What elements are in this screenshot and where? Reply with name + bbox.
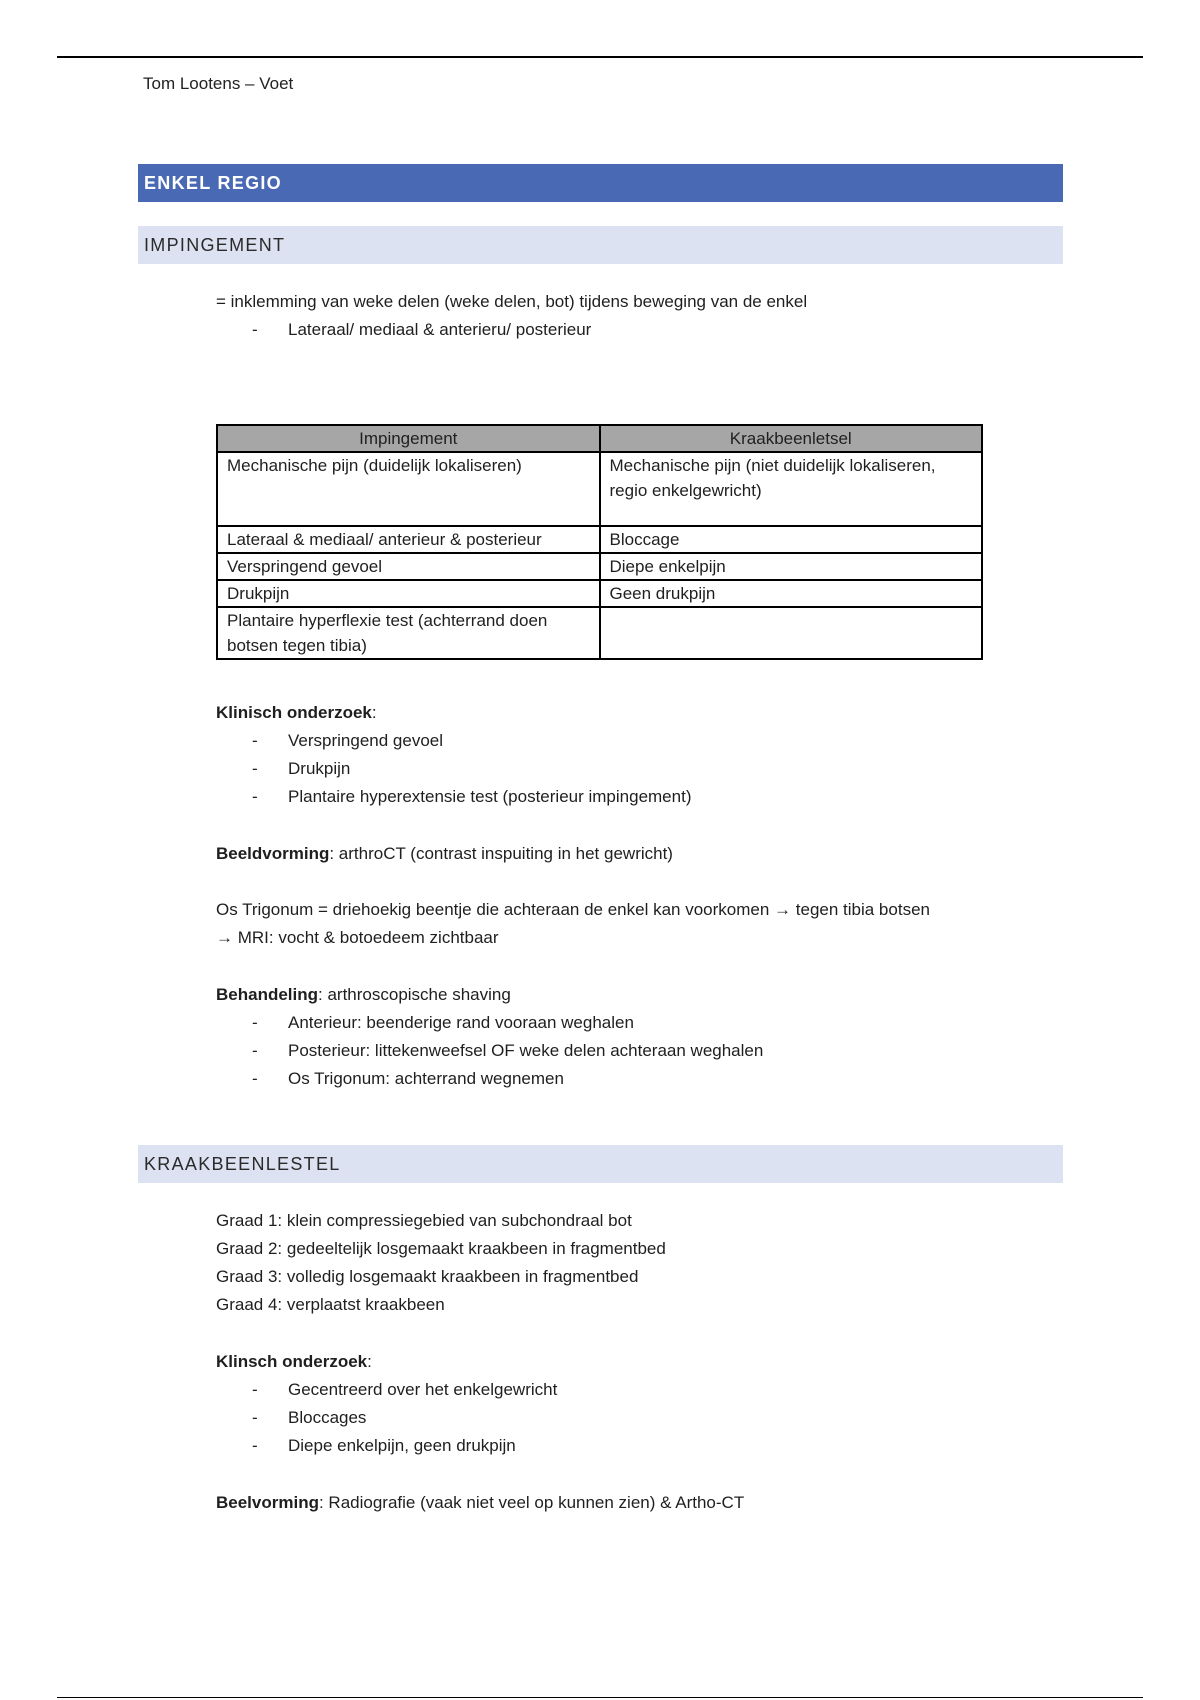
table-cell: Drukpijn xyxy=(217,580,600,607)
beeldvorming-label: Beeldvorming xyxy=(216,844,330,863)
list-item: - Bloccages xyxy=(252,1408,367,1427)
grade-line: Graad 4: verplaatst kraakbeen xyxy=(216,1295,445,1314)
header-rule xyxy=(57,56,1143,58)
table-cell: Plantaire hyperflexie test (achterrand doen botsen tegen tibia) xyxy=(217,607,600,659)
grade-line: Graad 1: klein compressiegebied van subchondraal bot xyxy=(216,1211,632,1230)
klinisch-onderzoek-block: Klinisch onderzoek: - Verspringend gevoel - Drukpijn - Plantaire hyperextensie test (posterieur impingement) xyxy=(216,699,691,811)
list-item: - Verspringend gevoel xyxy=(252,731,444,750)
table-cell: Diepe enkelpijn xyxy=(600,553,983,580)
impingement-definition: = inklemming van weke delen (weke delen, bot) tijdens beweging van de enkel xyxy=(216,292,808,311)
klinsch-label: Klinsch onderzoek xyxy=(216,1352,368,1371)
beeldvorming-block: Beeldvorming: arthroCT (contrast inspuiting in het gewricht) xyxy=(216,844,673,863)
table-cell: Mechanische pijn (duidelijk lokaliseren) xyxy=(217,452,600,526)
table-row xyxy=(217,452,982,526)
list-item: - Os Trigonum: achterrand wegnemen xyxy=(252,1069,564,1088)
table-row xyxy=(217,580,982,607)
list-item: - Drukpijn xyxy=(252,759,351,778)
column-header-impingement: Impingement xyxy=(217,425,600,452)
comparison-table xyxy=(216,424,983,660)
table-cell xyxy=(600,607,983,659)
os-trigonum-line: Os Trigonum = driehoekig beentje die achteraan de enkel kan voorkomen → tegen tibia botsen xyxy=(216,900,930,919)
footer-rule xyxy=(57,1697,1143,1698)
list-item: - Diepe enkelpijn, geen drukpijn xyxy=(252,1436,516,1455)
impingement-definition-block xyxy=(216,288,807,344)
table-cell: Bloccage xyxy=(600,526,983,553)
behandeling-block: Behandeling: arthroscopische shaving - Anterieur: beenderige rand vooraan weghalen - Posterieur: littekenweefsel OF weke delen achteraan weghalen - Os Trigonum: achterrand wegnemen xyxy=(216,981,763,1093)
list-item: - Gecentreerd over het enkelgewricht xyxy=(252,1380,558,1399)
klinsch-onderzoek-block: Klinsch onderzoek: - Gecentreerd over het enkelgewricht - Bloccages - Diepe enkelpijn, geen drukpijn xyxy=(216,1348,557,1460)
klinisch-label: Klinisch onderzoek xyxy=(216,703,372,722)
table-row xyxy=(217,526,982,553)
beelvorming-label: Beelvorming xyxy=(216,1493,319,1512)
table-cell: Mechanische pijn (niet duidelijk lokaliseren, regio enkelgewricht) xyxy=(600,452,983,526)
column-header-kraakbeenletsel: Kraakbeenletsel xyxy=(600,425,983,452)
grade-line: Graad 2: gedeeltelijk losgemaakt kraakbeen in fragmentbed xyxy=(216,1239,666,1258)
list-item: - Plantaire hyperextensie test (posterieur impingement) xyxy=(252,787,692,806)
section-heading-enkel-regio: ENKEL REGIO xyxy=(138,164,1063,202)
graden-block xyxy=(216,1207,666,1319)
table-row xyxy=(217,553,982,580)
list-item: - Lateraal/ mediaal & anterieru/ posterieur xyxy=(252,320,592,339)
table-cell: Lateraal & mediaal/ anterieur & posterieur xyxy=(217,526,600,553)
table-cell: Geen drukpijn xyxy=(600,580,983,607)
section-heading-impingement: IMPINGEMENT xyxy=(138,226,1063,264)
os-trigonum-block xyxy=(216,896,930,952)
running-title: Tom Lootens – Voet xyxy=(143,74,294,93)
section-heading-kraakbeenlestel: KRAAKBEENLESTEL xyxy=(138,1145,1063,1183)
table-row xyxy=(217,607,982,659)
list-item: - Posterieur: littekenweefsel OF weke delen achteraan weghalen xyxy=(252,1041,764,1060)
grade-line: Graad 3: volledig losgemaakt kraakbeen in fragmentbed xyxy=(216,1267,639,1286)
list-item: - Anterieur: beenderige rand vooraan weghalen xyxy=(252,1013,634,1032)
beelvorming-block: Beelvorming: Radiografie (vaak niet veel op kunnen zien) & Artho-CT xyxy=(216,1493,745,1512)
os-trigonum-mri-line: → MRI: vocht & botoedeem zichtbaar xyxy=(216,928,499,947)
behandeling-label: Behandeling xyxy=(216,985,319,1004)
table-header-row xyxy=(217,425,982,452)
table-cell: Verspringend gevoel xyxy=(217,553,600,580)
